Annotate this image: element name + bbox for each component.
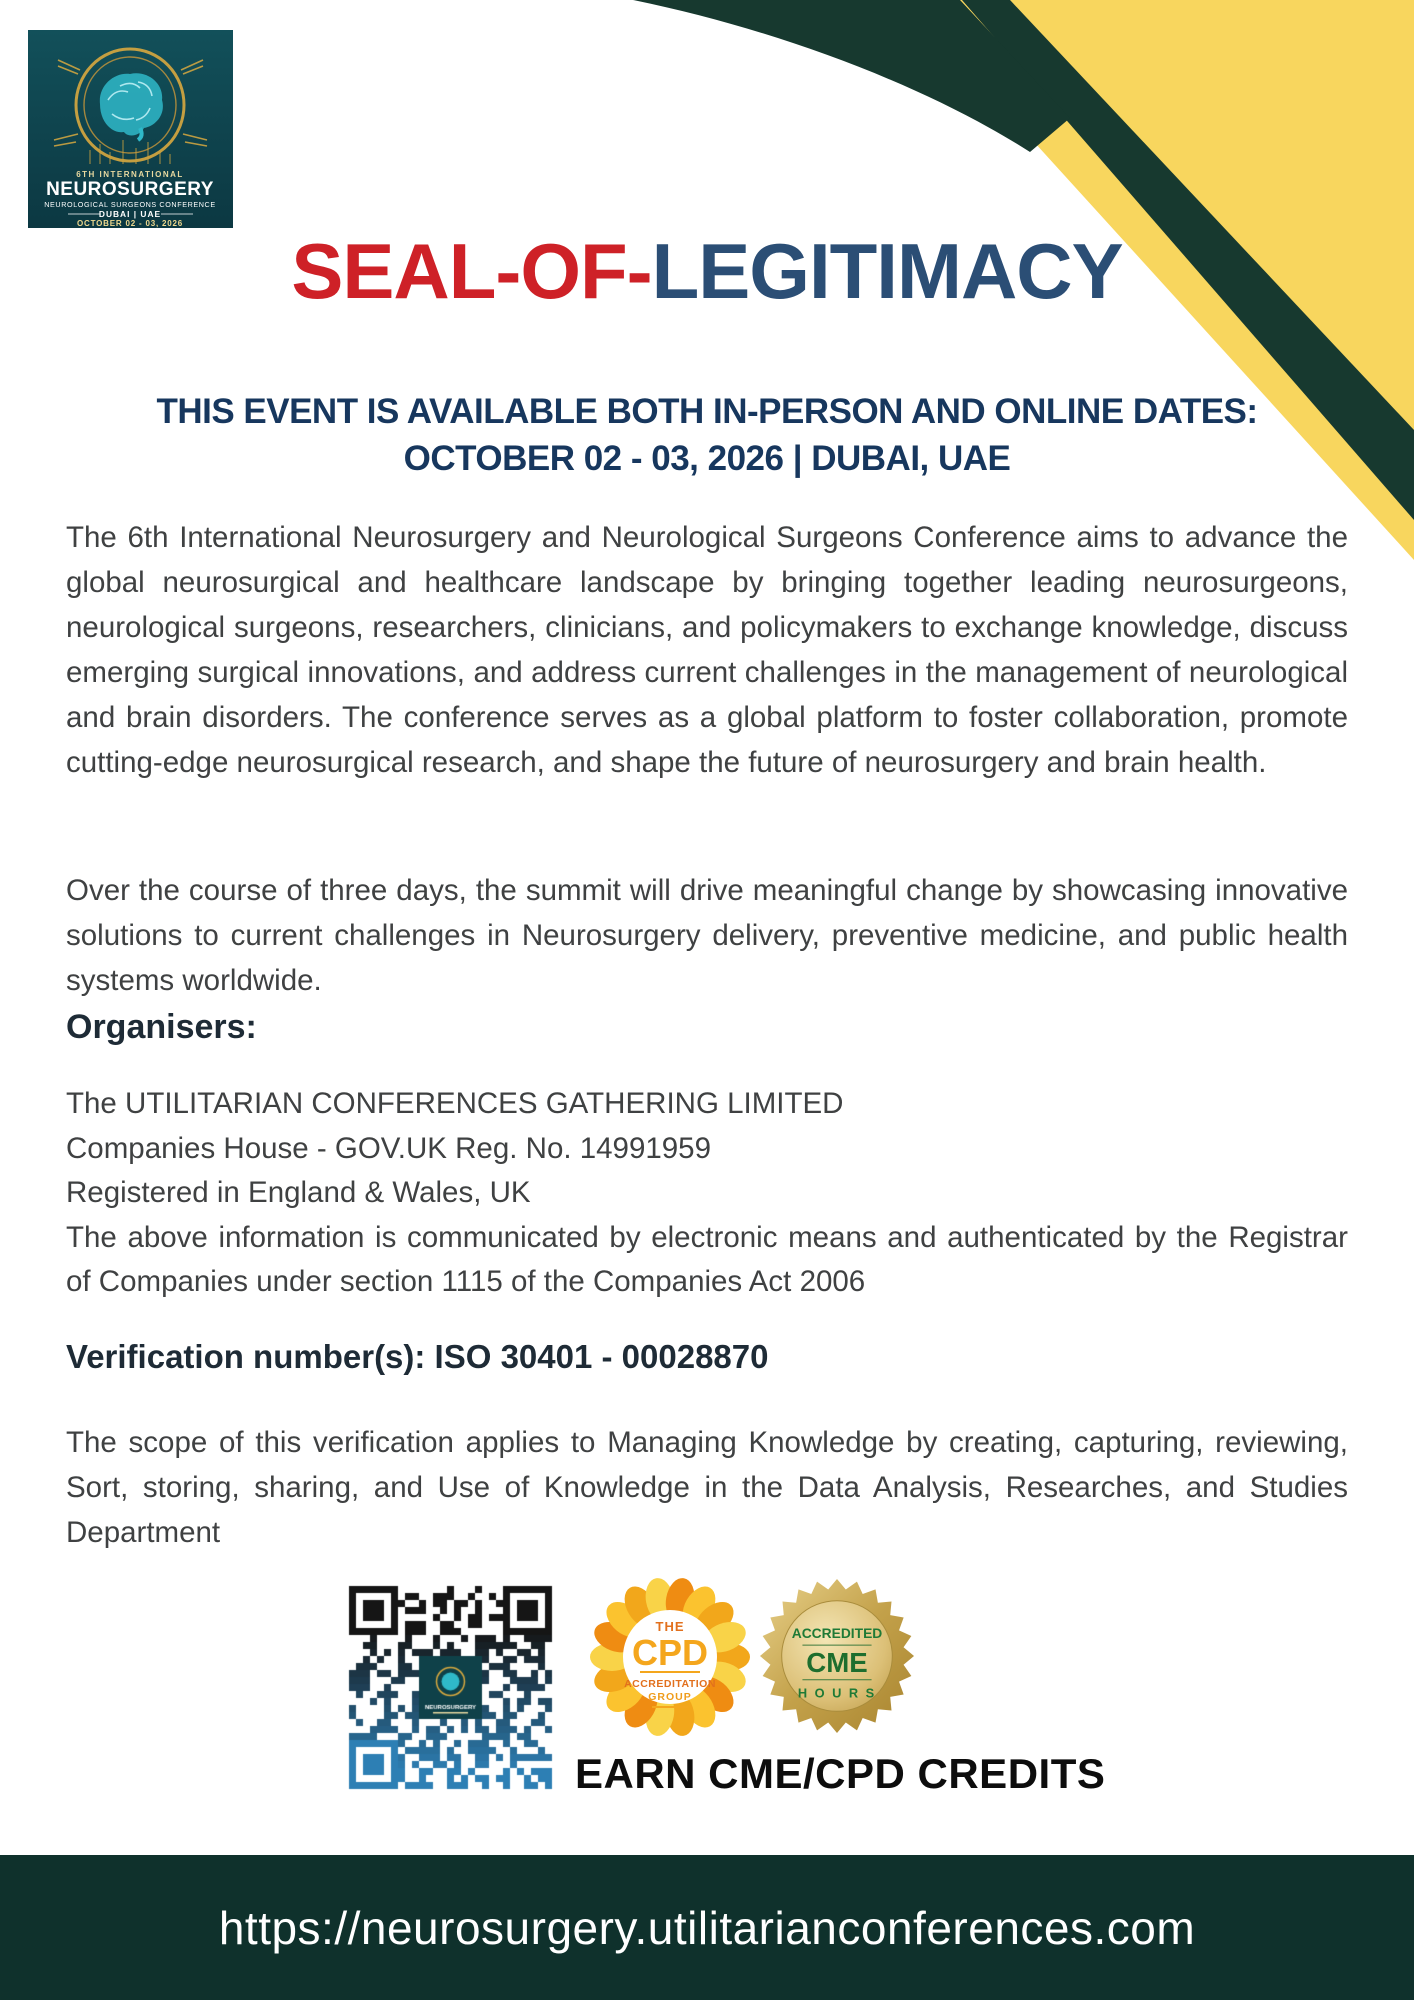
logo-date-text: OCTOBER 02 - 03, 2026 [76,219,184,228]
page-title [0,227,1414,315]
organisers-heading: Organisers: [66,1008,257,1046]
footer-bar [0,1855,1414,2000]
verification-heading: Verification number(s): ISO 30401 - 00028870 [66,1338,769,1375]
subtitle-line1: THIS EVENT IS AVAILABLE BOTH IN-PERSON AND ONLINE DATES: [156,392,1258,431]
event-availability-subtitle [0,388,1414,482]
neurosurgery-conference-logo [28,30,233,228]
footer-url-link[interactable]: https://neurosurgery.utilitarianconferences.com [218,1901,1196,1954]
logo-sub-text: NEUROLOGICAL SURGEONS CONFERENCE [44,200,216,209]
cpd-accreditation-text: ACCREDITATION [624,1678,716,1690]
title-legitimacy: LEGITIMACY [651,227,1123,315]
organiser-country-line: Registered in England & Wales, UK [66,1176,531,1209]
earn-credits-text: EARN CME/CPD CREDITS [575,1750,1106,1797]
qr-code [340,1577,560,1797]
cpd-the-text: THE [655,1619,685,1634]
verification-scope-paragraph: The scope of this verification applies to Managing Knowledge by creating, capturing, reviewing, Sort, storing, sharing, and Use of Knowledge in the Data Analysis, Researches, and Studies Department [66,1426,1348,1549]
organisers-details [66,1082,1348,1305]
intro-paragraph: The 6th International Neurosurgery and Neurological Surgeons Conference aims to advance the global neurosurgical and healthcare landscape by bringing together leading neurosurgeons, neurological surgeons, researchers, clinicians, and policymakers to exchange knowledge, discuss emerging surgical innovations, and address current challenges in the management of neurological and brain disorders. The conference serves as a global platform to foster collaboration, promote cutting-edge neurosurgical research, and shape the future of neurosurgery and brain health. [66,521,1348,779]
title-seal-of: SEAL-OF- [291,227,652,315]
subtitle-line2: OCTOBER 02 - 03, 2026 | DUBAI, UAE [403,439,1011,478]
cpd-cpd-text: CPD [631,1632,709,1673]
logo-intl-text: 6TH INTERNATIONAL [76,170,184,179]
logo-place-text: DUBAI | UAE [98,209,162,219]
organiser-authentication-line: The above information is communicated by electronic means and authenticated by the Registrar of Companies under section 1115 of the Companies Act 2006 [66,1220,1348,1298]
summit-paragraph: Over the course of three days, the summit will drive meaningful change by showcasing innovative solutions to current challenges in Neurosurgery delivery, preventive medicine, and public health systems worldwide. [66,874,1348,997]
cme-hours-text: H O U R S [797,1685,877,1701]
logo-name-text: NEUROSURGERY [46,179,214,200]
cpd-group-text: GROUP [648,1691,692,1703]
organiser-registration-line: Companies House - GOV.UK Reg. No. 14991959 [66,1131,711,1165]
cme-cme-text: CME [806,1646,868,1678]
cme-accredited-text: ACCREDITED [791,1625,883,1642]
accredited-cme-hours-seal [758,1577,916,1735]
organiser-company-line: The UTILITARIAN CONFERENCES GATHERING LIMITED [66,1087,844,1120]
cpd-accreditation-seal [590,1577,750,1737]
